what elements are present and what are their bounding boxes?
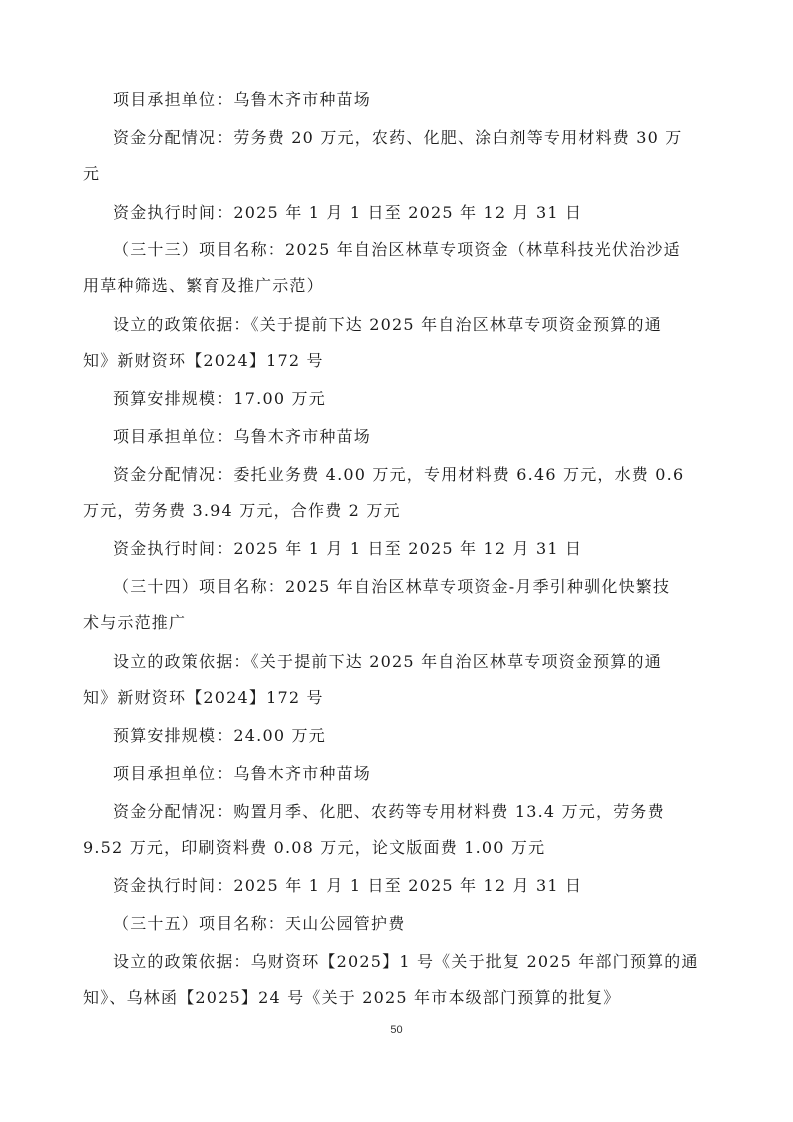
text-line: 项目承担单位：乌鲁木齐市种苗场 bbox=[113, 427, 372, 446]
text-line: 知》、乌林函【2025】24 号《关于 2025 年市本级部门预算的批复》 bbox=[83, 988, 621, 1007]
text-line: 元 bbox=[83, 164, 101, 183]
text-line: 资金分配情况：购置月季、化肥、农药等专用材料费 13.4 万元，劳务费 bbox=[113, 802, 665, 821]
text-line: 设立的政策依据：《关于提前下达 2025 年自治区林草专项资金预算的通 bbox=[113, 315, 662, 334]
text-line: 知》新财资环【2024】172 号 bbox=[83, 688, 324, 707]
text-line: 设立的政策依据：乌财资环【2025】1 号《关于批复 2025 年部门预算的通 bbox=[113, 952, 699, 971]
text-line: 用草种筛选、繁育及推广示范） bbox=[83, 276, 324, 295]
page-number: 50 bbox=[390, 1024, 403, 1036]
text-line: 设立的政策依据：《关于提前下达 2025 年自治区林草专项资金预算的通 bbox=[113, 652, 662, 671]
section-heading: （三十三）项目名称：2025 年自治区林草专项资金（林草科技光伏治沙适 bbox=[113, 240, 681, 259]
text-line: 知》新财资环【2024】172 号 bbox=[83, 351, 324, 370]
section-heading: （三十五）项目名称：天山公园管护费 bbox=[113, 914, 406, 933]
text-line: 资金执行时间：2025 年 1 月 1 日至 2025 年 12 月 31 日 bbox=[113, 539, 583, 558]
text-line: 术与示范推广 bbox=[83, 613, 187, 632]
text-line: 预算安排规模：17.00 万元 bbox=[113, 389, 326, 408]
text-line: 9.52 万元，印刷资料费 0.08 万元，论文版面费 1.00 万元 bbox=[83, 838, 546, 857]
text-line: 万元，劳务费 3.94 万元，合作费 2 万元 bbox=[83, 501, 401, 520]
text-line: 资金执行时间：2025 年 1 月 1 日至 2025 年 12 月 31 日 bbox=[113, 203, 583, 222]
text-line: 项目承担单位：乌鲁木齐市种苗场 bbox=[113, 90, 372, 109]
text-line: 预算安排规模：24.00 万元 bbox=[113, 726, 326, 745]
text-line: 项目承担单位：乌鲁木齐市种苗场 bbox=[113, 764, 372, 783]
text-line: 资金分配情况：委托业务费 4.00 万元，专用材料费 6.46 万元，水费 0.6 bbox=[113, 465, 685, 484]
text-line: 资金分配情况：劳务费 20 万元，农药、化肥、涂白剂等专用材料费 30 万 bbox=[113, 128, 683, 147]
section-heading: （三十四）项目名称：2025 年自治区林草专项资金-月季引种驯化快繁技 bbox=[113, 577, 671, 596]
text-line: 资金执行时间：2025 年 1 月 1 日至 2025 年 12 月 31 日 bbox=[113, 876, 583, 895]
